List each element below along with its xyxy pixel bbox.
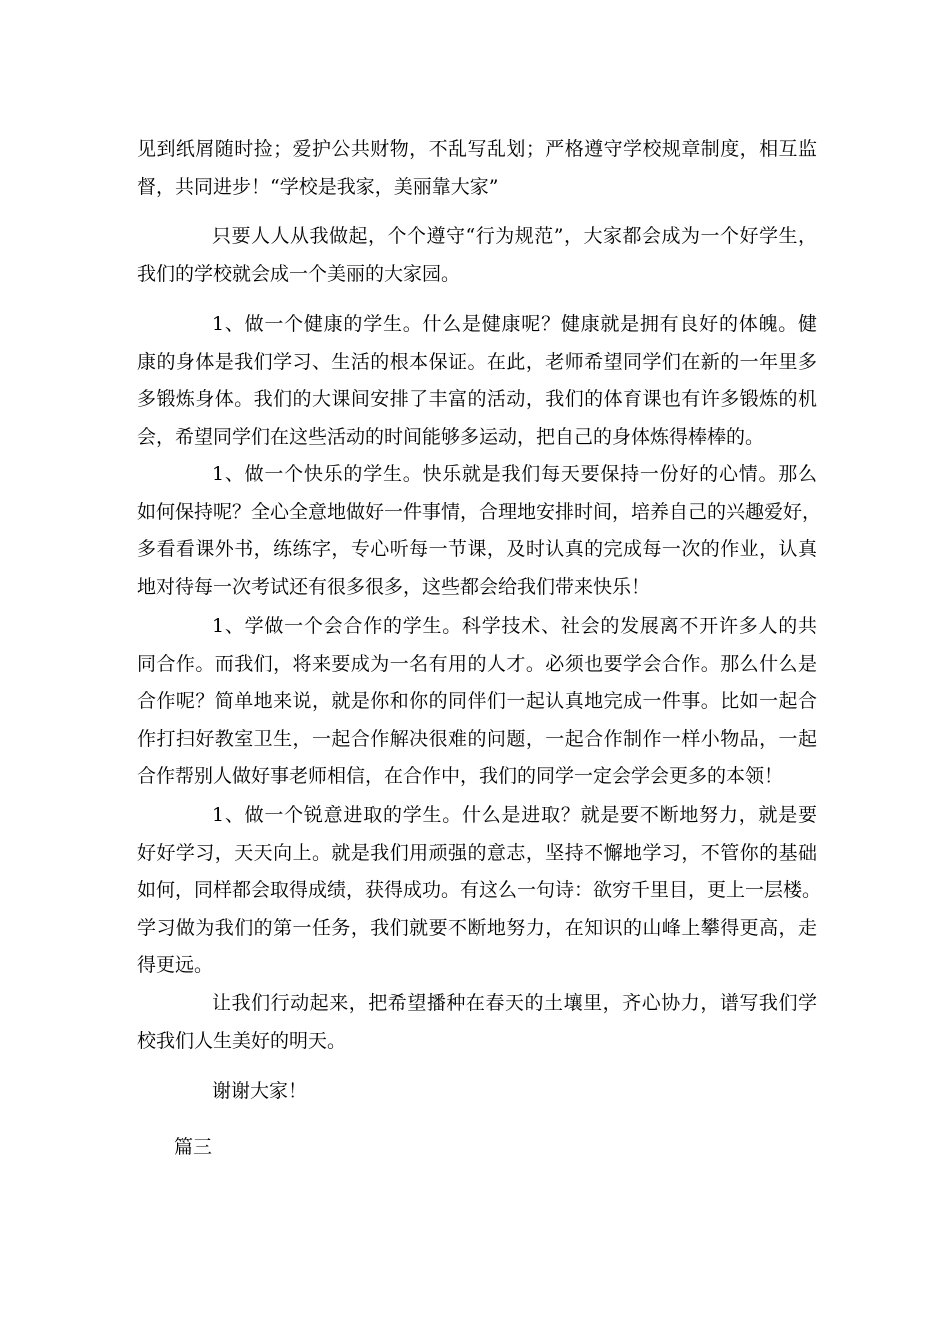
paragraph-line: 得更远。 xyxy=(137,954,214,976)
paragraph-line: 校我们人生美好的明天。 xyxy=(137,1029,347,1052)
paragraph-line: 好好学习，天天向上。就是我们用顽强的意志，坚持不懈地学习，不管你的基础 xyxy=(137,841,817,864)
paragraph-line: 同合作。而我们，将来要成为一名有用的人才。必须也要学会合作。那么什么是 xyxy=(137,652,817,675)
section-heading: 篇三 xyxy=(174,1136,213,1158)
paragraph-6 xyxy=(137,797,822,985)
paragraph-line: 合作呢？简单地来说，就是你和你的同伴们一起认真地完成一件事。比如一起合 xyxy=(137,690,817,712)
paragraph-line: 合作帮别人做好事老师相信，在合作中，我们的同学一定会学会更多的本领！ xyxy=(137,765,784,787)
paragraph-line: 1、学做一个会合作的学生。科学技术、社会的发展离不开许多人的共 xyxy=(212,615,817,637)
paragraph-line: 如何，同样都会取得成绩，获得成功。有这么一句诗：欲穷千里目，更上一层楼。 xyxy=(137,879,822,901)
paragraph-3 xyxy=(137,306,817,456)
paragraph-line: 康的身体是我们学习、生活的根本保证。在此，老师希望同学们在新的一年里多 xyxy=(137,350,817,373)
paragraph-line: 作打扫好教室卫生，一起合作解决很难的问题，一起合作制作一样小物品，一起 xyxy=(137,727,817,750)
paragraph-5 xyxy=(137,608,817,796)
paragraph-line: 谢谢大家！ xyxy=(212,1080,308,1102)
paragraph-line: 多看看课外书，练练字，专心听每一节课，及时认真的完成每一次的作业，认真 xyxy=(137,538,817,560)
paragraph-line: 督，共同进步！“学校是我家，美丽靠大家” xyxy=(137,175,499,198)
paragraph-line: 见到纸屑随时捡；爱护公共财物，不乱写乱划；严格遵守学校规章制度，相互监 xyxy=(137,138,817,160)
paragraph-line: 让我们行动起来，把希望播种在春天的土壤里，齐心协力，谱写我们学 xyxy=(212,992,817,1014)
paragraph-line: 如何保持呢？全心全意地做好一件事情，合理地安排时间，培养自己的兴趣爱好， xyxy=(137,500,822,523)
paragraph-line: 地对待每一次考试还有很多很多，这些都会给我们带来快乐！ xyxy=(137,575,651,598)
paragraph-line: 1、做一个锐意进取的学生。什么是进取？就是要不断地努力，就是要 xyxy=(212,804,817,826)
paragraph-line: 1、做一个快乐的学生。快乐就是我们每天要保持一份好的心情。那么 xyxy=(212,463,817,485)
paragraph-7 xyxy=(137,985,817,1060)
paragraph-line: 1、做一个健康的学生。什么是健康呢？健康就是拥有良好的体魄。健 xyxy=(212,313,817,335)
paragraph-line: 会，希望同学们在这些活动的时间能够多运动，把自己的身体炼得棒棒的。 xyxy=(137,425,765,448)
paragraph-line: 我们的学校就会成一个美丽的大家园。 xyxy=(137,262,461,285)
paragraph-8 xyxy=(137,1073,817,1111)
paragraph-line: 学习做为我们的第一任务，我们就要不断地努力，在知识的山峰上攀得更高，走 xyxy=(137,916,817,939)
paragraph-2 xyxy=(137,218,817,293)
paragraph-4 xyxy=(137,456,822,606)
paragraph-line: 多锻炼身体。我们的大课间安排了丰富的活动，我们的体育课也有许多锻炼的机 xyxy=(137,388,817,410)
paragraph-line: 只要人人从我做起，个个遵守“行为规范”，大家都会成为一个好学生， xyxy=(212,225,817,247)
paragraph-1 xyxy=(137,131,817,206)
